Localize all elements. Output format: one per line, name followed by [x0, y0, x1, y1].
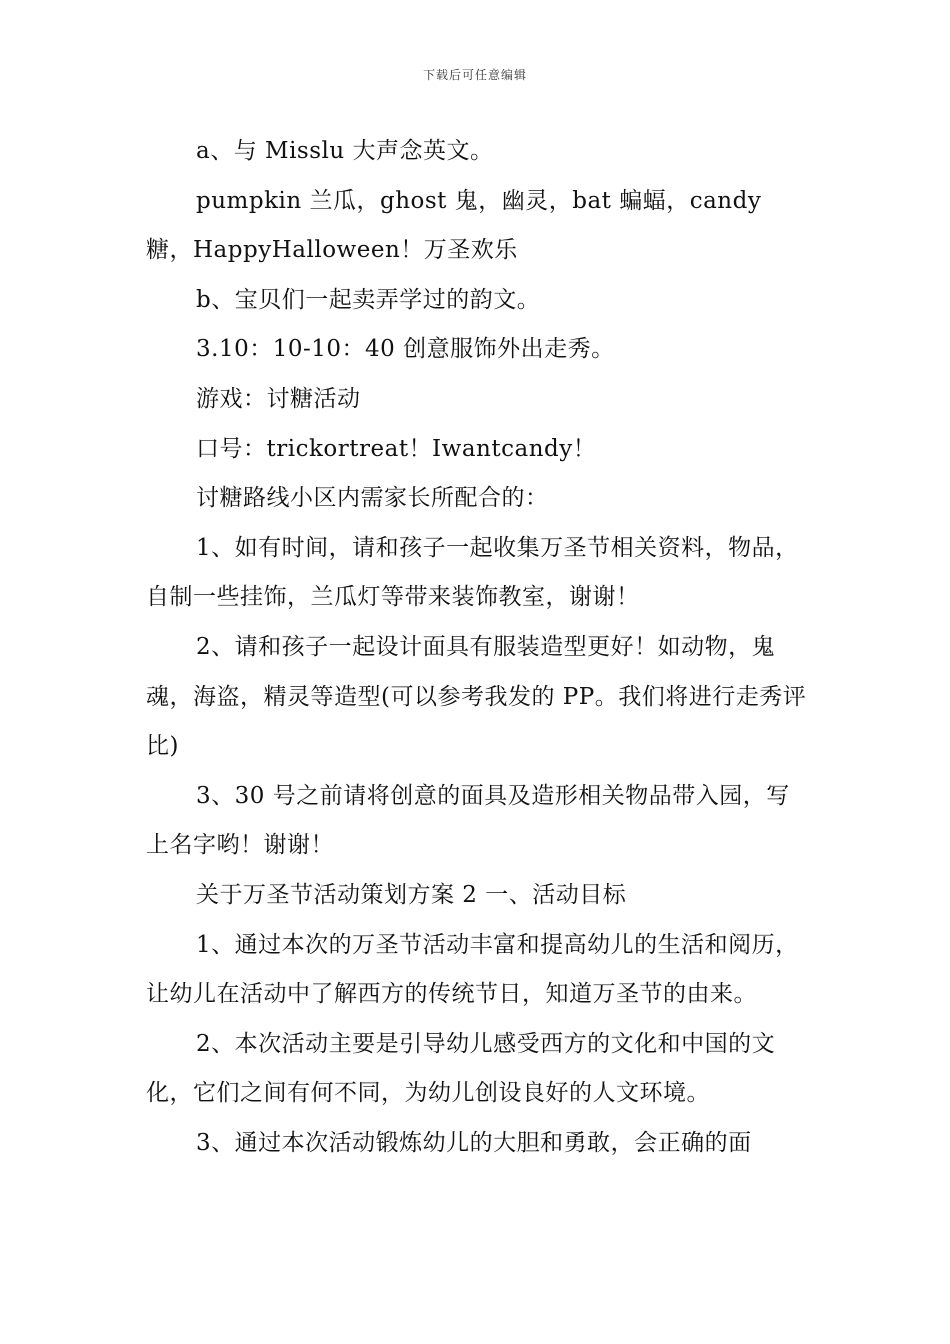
page-header: 下载后可任意编辑 [422, 68, 527, 82]
paragraph-rhymes: b、宝贝们一起卖弄学过的韵文。 [196, 286, 541, 313]
section-heading-plan-2: 关于万圣节活动策划方案 2 一、活动目标 [196, 881, 627, 908]
paragraph-slogan: 口号：trickortreat！Iwantcandy！ [196, 435, 597, 462]
paragraph-vocabulary: pumpkin 兰瓜，ghost 鬼，幽灵，bat 蝙蝠，candy 糖，HappyHalloween！万圣欢乐 [146, 187, 770, 264]
paragraph-game: 游戏：讨糖活动 [196, 385, 361, 412]
paragraph-fashion-show: 3.10：10-10：40 创意服饰外出走秀。 [196, 336, 615, 363]
paragraph-goal-3: 3、通过本次活动锻炼幼儿的大胆和勇敢，会正确的面 [196, 1129, 752, 1156]
paragraph-route: 讨糖路线小区内需家长所配合的： [196, 485, 549, 512]
paragraph-item-1: 1、如有时间，请和孩子一起收集万圣节相关资料，物品，自制一些挂饰，兰瓜灯等带来装饰教室，谢谢！ [146, 534, 799, 611]
document-body [146, 127, 810, 1168]
paragraph-goal-1: 1、通过本次的万圣节活动丰富和提高幼儿的生活和阅历，让幼儿在活动中了解西方的传统节日，知道万圣节的由来。 [146, 931, 799, 1008]
paragraph-misslu: a、与 Misslu 大声念英文。 [196, 138, 494, 164]
paragraph-item-3: 3、30 号之前请将创意的面具及造形相关物品带入园，写上名字哟！谢谢！ [146, 782, 790, 859]
paragraph-item-2: 2、请和孩子一起设计面具有服装造型更好！如动物，鬼魂，海盗，精灵等造型(可以参考我发的 PP。我们将进行走秀评比) [146, 633, 807, 760]
paragraph-goal-2: 2、本次活动主要是引导幼儿感受西方的文化和中国的文化，它们之间有何不同，为幼儿创设良好的人文环境。 [146, 1030, 776, 1107]
